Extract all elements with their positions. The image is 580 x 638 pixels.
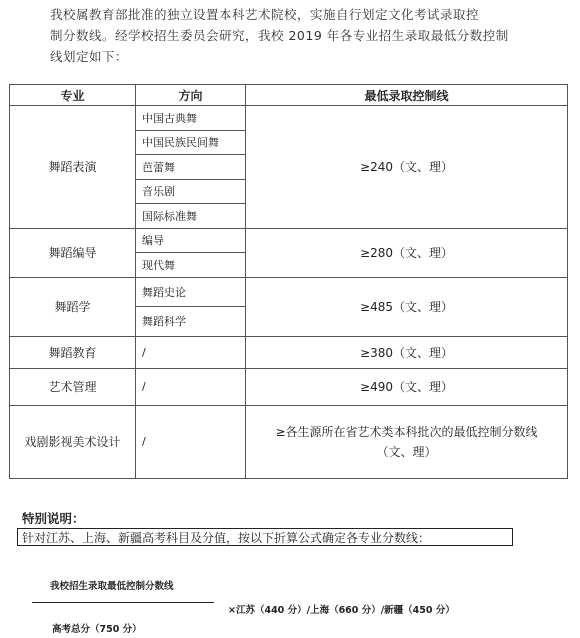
min-score-cell: ≥485（文、理） bbox=[246, 277, 568, 336]
formula-numerator: 我校招生录取最低控制分数线 bbox=[50, 581, 174, 592]
intro-paragraph bbox=[50, 4, 550, 67]
admission-score-table bbox=[9, 84, 568, 479]
direction-cell: 音乐剧 bbox=[136, 179, 246, 204]
major-cell: 舞蹈编导 bbox=[10, 228, 136, 277]
table-row bbox=[10, 228, 568, 253]
major-cell: 舞蹈学 bbox=[10, 277, 136, 336]
min-score-cell: ≥240（文、理） bbox=[246, 106, 568, 229]
conversion-rule-box: 针对江苏、上海、新疆高考科目及分值，按以下折算公式确定各专业分数线： bbox=[17, 528, 513, 546]
table-row bbox=[10, 405, 568, 478]
direction-cell: 舞蹈科学 bbox=[136, 307, 246, 337]
min-score-cell: ≥280（文、理） bbox=[246, 228, 568, 277]
min-score-cell bbox=[246, 405, 568, 478]
direction-cell: 中国古典舞 bbox=[136, 106, 246, 131]
direction-cell: 现代舞 bbox=[136, 253, 246, 278]
intro-line-3: 线划定如下： bbox=[50, 49, 129, 64]
intro-line-2: 制分数线。经学校招生委员会研究，我校 2019 年各专业招生录取最低分数控制 bbox=[50, 28, 509, 43]
major-cell: 舞蹈教育 bbox=[10, 336, 136, 368]
table-row bbox=[10, 336, 568, 368]
min-score-cell: ≥490（文、理） bbox=[246, 368, 568, 405]
major-cell: 艺术管理 bbox=[10, 368, 136, 405]
table-header-row bbox=[10, 85, 568, 106]
direction-cell: / bbox=[136, 336, 246, 368]
direction-cell: / bbox=[136, 405, 246, 478]
intro-line-1: 我校属教育部批准的独立设置本科艺术院校，实施自行划定文化考试录取控 bbox=[50, 7, 480, 22]
direction-cell: 芭蕾舞 bbox=[136, 155, 246, 180]
header-direction: 方向 bbox=[136, 85, 246, 106]
formula-multiplier: ×江苏（440 分）/上海（660 分）/新疆（450 分） bbox=[228, 605, 455, 616]
fraction-bar bbox=[32, 602, 214, 603]
table-row bbox=[10, 277, 568, 307]
header-min-score: 最低录取控制线 bbox=[246, 85, 568, 106]
direction-cell: 中国民族民间舞 bbox=[136, 130, 246, 155]
min-score-cell: ≥380（文、理） bbox=[246, 336, 568, 368]
direction-cell: / bbox=[136, 368, 246, 405]
major-cell: 戏剧影视美术设计 bbox=[10, 405, 136, 478]
formula-denominator: 高考总分（750 分） bbox=[52, 624, 142, 635]
header-major: 专业 bbox=[10, 85, 136, 106]
direction-cell: 国际标准舞 bbox=[136, 204, 246, 229]
major-cell: 舞蹈表演 bbox=[10, 106, 136, 229]
table-row bbox=[10, 106, 568, 131]
direction-cell: 编导 bbox=[136, 228, 246, 253]
special-note-title: 特别说明： bbox=[22, 511, 85, 526]
table-row bbox=[10, 368, 568, 405]
min-score-line-1: ≥各生源所在省艺术类本科批次的最低控制分数线 bbox=[275, 424, 538, 439]
min-score-line-2: （文、理） bbox=[376, 444, 437, 459]
direction-cell: 舞蹈史论 bbox=[136, 277, 246, 307]
